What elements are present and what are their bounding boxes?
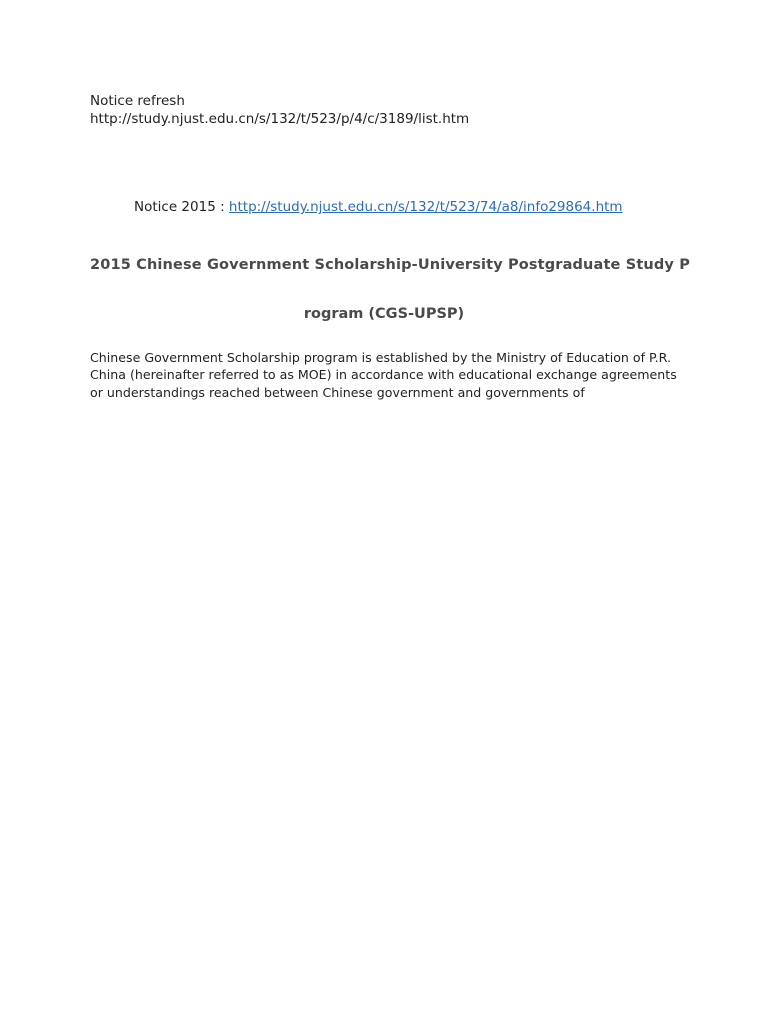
notice-2015-line — [134, 198, 623, 216]
notice-refresh-url: http://study.njust.edu.cn/s/132/t/523/p/4/c/3189/list.htm — [90, 111, 470, 127]
document-heading-line1: 2015 Chinese Government Scholarship-University Postgraduate Study P — [90, 257, 690, 273]
body-paragraph: Chinese Government Scholarship program is established by the Ministry of Education of P.R. China (hereinafter referred to as MOE) in accordance with educational exchange agreements or understandings reached between Chinese government and governments of — [90, 350, 677, 400]
document-heading-line2: rogram (CGS-UPSP) — [303, 306, 465, 322]
notice-refresh-block — [90, 92, 469, 128]
notice-refresh-label: Notice refresh — [90, 93, 185, 109]
notice-2015-label: Notice 2015 : — [134, 199, 229, 215]
notice-2015-link[interactable]: http://study.njust.edu.cn/s/132/t/523/74/a8/info29864.htm — [228, 199, 623, 215]
